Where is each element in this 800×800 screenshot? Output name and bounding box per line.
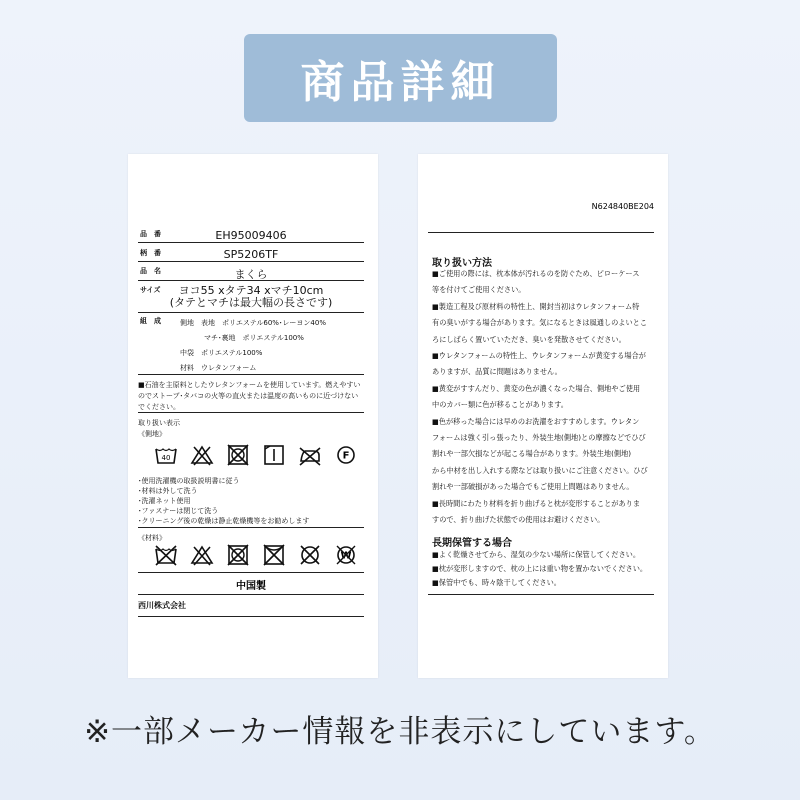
row-label: 品 名 bbox=[140, 267, 161, 275]
row-hinban bbox=[140, 229, 362, 241]
handling-line: ■製造工程及び原材料の特性上、開封当初はウレタンフォーム特 bbox=[432, 301, 640, 311]
row-label: 組 成 bbox=[140, 317, 161, 325]
divider bbox=[428, 232, 654, 233]
composition-list bbox=[180, 316, 326, 376]
page-title: 商品詳細 bbox=[300, 57, 501, 108]
svg-text:F: F bbox=[342, 450, 350, 462]
handling-line: 割れや一部欠損などが起こる場合があります。外装生地(側地) bbox=[432, 449, 632, 459]
composition-item: 材料 ウレタンフォーム bbox=[180, 364, 257, 372]
no-tumble-dry-icon bbox=[226, 444, 250, 466]
care-subtitle-outer: 《側地》 bbox=[138, 430, 166, 438]
divider bbox=[138, 594, 364, 595]
hang-dry-icon bbox=[262, 444, 286, 466]
divider bbox=[138, 261, 364, 262]
row-composition bbox=[140, 316, 362, 372]
composition-item: マチ･裏地 ポリエステル100% bbox=[204, 334, 304, 342]
row-label: 柄 番 bbox=[140, 249, 161, 257]
row-garaban bbox=[140, 248, 362, 260]
row-value: EH95009406 bbox=[215, 229, 287, 242]
handling-line: 有の臭いがする場合があります。気になるときは風通しのよいとこ bbox=[432, 318, 648, 328]
divider bbox=[138, 412, 364, 413]
handling-line: 割れや一部破損があった場合でもご使用上問題はありません。 bbox=[432, 482, 634, 492]
care-subtitle-material: 《材料》 bbox=[138, 534, 166, 542]
storage-text bbox=[432, 548, 654, 590]
handling-line: ■黄変がすすんだり、黄変の色が濃くなった場合、側地やご使用 bbox=[432, 383, 641, 393]
dry-clean-f-icon bbox=[334, 444, 358, 466]
composition-item: 側地 表地 ポリエステル60%･レーヨン40% bbox=[180, 319, 326, 327]
no-iron-icon bbox=[298, 444, 322, 466]
handling-line: ■ご使用の際には、枕本体が汚れるのを防ぐため、ピローケース bbox=[432, 269, 640, 278]
wash-40-icon bbox=[154, 444, 178, 466]
handling-line: 等を付けてご使用ください。 bbox=[432, 285, 526, 295]
no-wash-icon bbox=[154, 544, 178, 566]
company-name: 西川株式会社 bbox=[138, 601, 186, 610]
row-label: 品 番 bbox=[140, 230, 161, 238]
handling-line: ありますが、品質に問題はありません。 bbox=[432, 367, 562, 377]
divider bbox=[138, 280, 364, 281]
product-code: N624840BE204 bbox=[591, 202, 654, 211]
handling-line: ■長時間にわたり材料を折り曲げると枕が変形することがありま bbox=[432, 498, 641, 508]
handling-text bbox=[432, 266, 654, 529]
size-line-1: ヨコ55 xタテ34 xマチ10cm bbox=[178, 284, 324, 297]
divider bbox=[138, 242, 364, 243]
storage-title: 長期保管する場合 bbox=[432, 538, 512, 549]
care-icons-material bbox=[154, 544, 358, 566]
care-note: ･クリーニング後の乾燥は静止乾燥機等をお勧めします bbox=[138, 517, 310, 525]
product-tag-left bbox=[128, 154, 378, 678]
product-tag-right bbox=[418, 154, 668, 678]
storage-line: ■枕が変形しますので、枕の上には重い物を置かないでください。 bbox=[432, 564, 648, 573]
no-iron-icon bbox=[298, 544, 322, 566]
divider bbox=[138, 374, 364, 375]
care-note: ･ファスナーは閉じて洗う bbox=[138, 507, 219, 515]
divider bbox=[138, 572, 364, 573]
no-tumble-dry-icon bbox=[226, 544, 250, 566]
size-line-2: (タテとマチは最大幅の長さです) bbox=[169, 296, 333, 309]
handling-line: 中のカバー類に色が移ることがあります。 bbox=[432, 400, 568, 410]
handling-line: から中材を出し入れする際などは取り扱いにご注意ください。ひび bbox=[432, 465, 648, 475]
footer-note: ※一部メーカー情報を非表示にしています。 bbox=[84, 714, 716, 750]
storage-line: ■保管中でも、時々陰干してください。 bbox=[432, 578, 561, 587]
care-icons-outer bbox=[154, 444, 358, 466]
handling-line: ■ウレタンフォームの特性上、ウレタンフォームが黄変する場合が bbox=[432, 351, 646, 361]
divider bbox=[428, 594, 654, 595]
warning-text: ■石油を主原料としたウレタンフォームを使用しています。燃えやすいのでストーブ･タバコの火等の直火または温度の高いものに近づけないでください。 bbox=[138, 381, 361, 411]
care-notes bbox=[138, 476, 309, 526]
origin-text: 中国製 bbox=[236, 581, 266, 592]
no-bleach-icon bbox=[190, 544, 214, 566]
handling-line: ろにしばらく置いていただき、臭いを発散させてください。 bbox=[432, 334, 626, 344]
row-value: まくら bbox=[234, 268, 268, 281]
handling-line: すので、折り曲げた状態での使用はお避けください。 bbox=[432, 515, 605, 525]
title-banner bbox=[244, 34, 557, 122]
storage-line: ■よく乾燥させてから、湿気の少ない場所に保管してください。 bbox=[432, 550, 641, 559]
row-value: SP5206TF bbox=[223, 248, 279, 261]
no-wet-clean-icon bbox=[334, 544, 358, 566]
svg-text:40: 40 bbox=[161, 454, 171, 462]
no-bleach-icon bbox=[190, 444, 214, 466]
care-note: ･材料は外して洗う bbox=[138, 487, 198, 495]
divider bbox=[138, 527, 364, 528]
care-note: ･使用洗濯機の取扱説明書に従う bbox=[138, 477, 240, 485]
care-title: 取り扱い表示 bbox=[138, 419, 180, 427]
row-label: サイズ bbox=[140, 286, 161, 294]
svg-text:W: W bbox=[340, 550, 352, 562]
care-note: ･洗濯ネット使用 bbox=[138, 497, 191, 505]
handling-title: 取り扱い方法 bbox=[432, 258, 492, 269]
divider bbox=[138, 616, 364, 617]
row-size bbox=[140, 285, 362, 313]
composition-item: 中袋 ポリエステル100% bbox=[180, 349, 263, 357]
handling-line: ■色が移った場合には早めのお洗濯をおすすめします。ウレタン bbox=[432, 416, 640, 426]
handling-line: フォームは強く引っ張ったり、外装生地(側地)との摩擦などでひび bbox=[432, 433, 646, 443]
size-value bbox=[140, 285, 362, 309]
no-line-dry-icon bbox=[262, 544, 286, 566]
divider bbox=[138, 312, 364, 313]
row-hinmei bbox=[140, 266, 362, 281]
